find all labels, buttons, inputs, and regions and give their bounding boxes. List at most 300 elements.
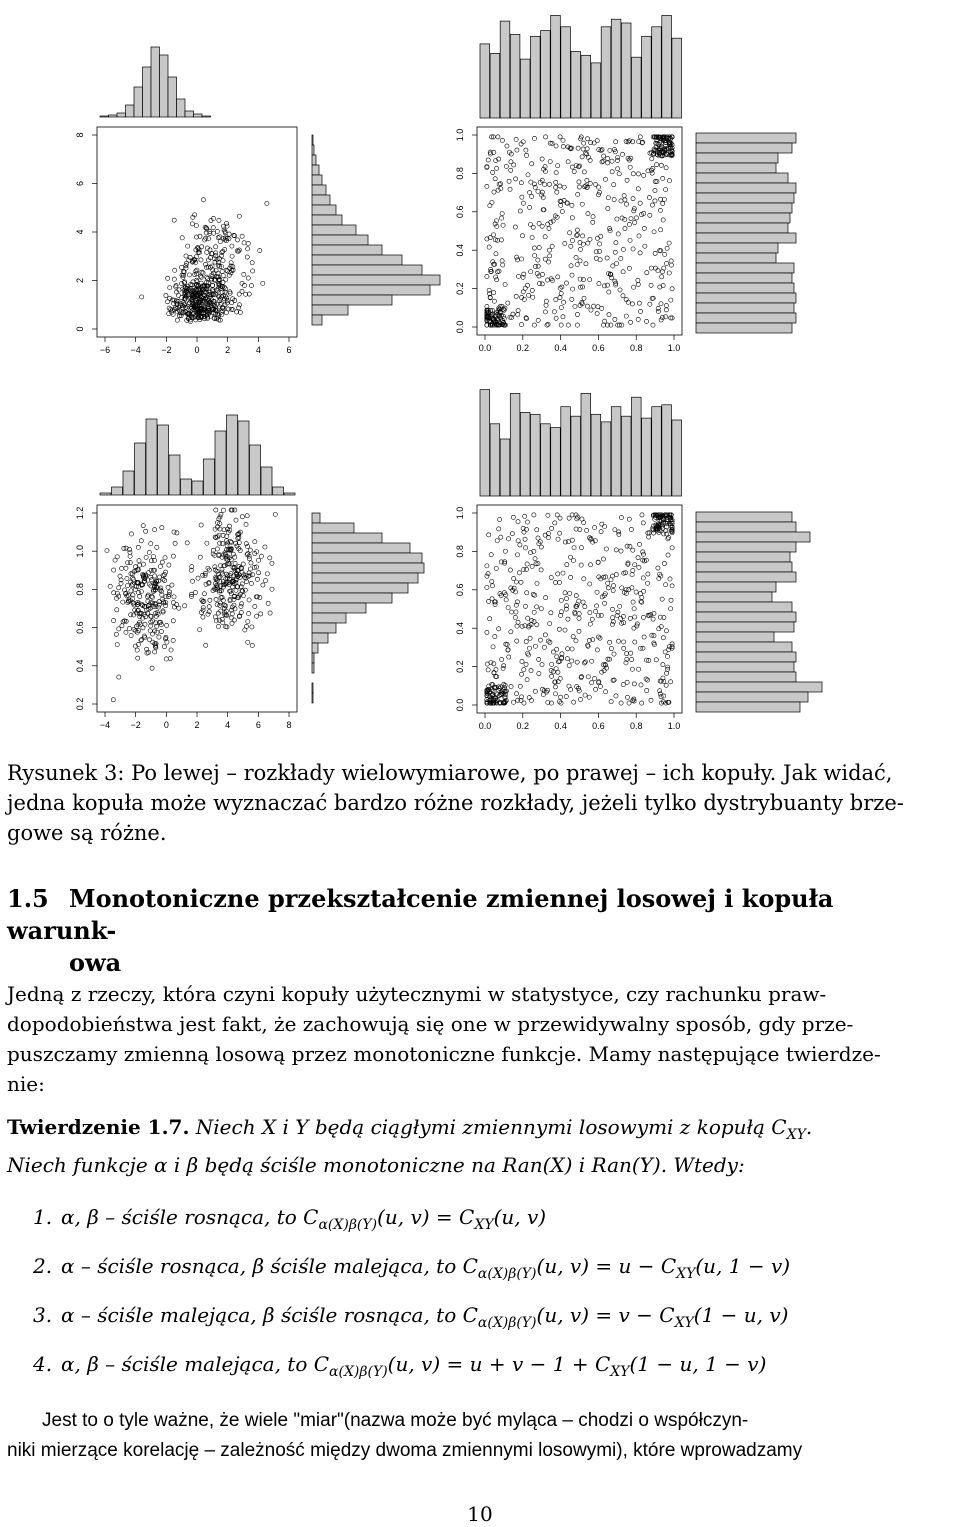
data-point bbox=[610, 170, 614, 174]
data-point bbox=[120, 624, 124, 628]
data-point bbox=[120, 566, 124, 570]
data-point bbox=[506, 301, 510, 305]
marginal-histogram-bar bbox=[312, 275, 440, 285]
data-point bbox=[205, 275, 209, 279]
data-point bbox=[639, 683, 643, 687]
marginal-histogram-bar bbox=[312, 165, 319, 175]
item-text: (u, v) = u − C bbox=[536, 1254, 677, 1278]
data-point bbox=[585, 152, 589, 156]
data-point bbox=[625, 680, 629, 684]
y-tick-label: 1.0 bbox=[455, 128, 465, 142]
data-point bbox=[486, 668, 490, 672]
data-point bbox=[214, 245, 218, 249]
data-point bbox=[559, 306, 563, 310]
data-point bbox=[537, 671, 541, 675]
data-point bbox=[667, 241, 671, 245]
marginal-histogram-bar bbox=[202, 116, 211, 117]
data-point bbox=[515, 639, 519, 643]
data-point bbox=[139, 539, 143, 543]
data-point bbox=[578, 247, 582, 251]
data-point bbox=[529, 698, 533, 702]
data-point bbox=[577, 689, 581, 693]
marginal-histogram-bar bbox=[642, 36, 652, 118]
data-point bbox=[629, 217, 633, 221]
data-point bbox=[147, 550, 151, 554]
data-point bbox=[171, 554, 175, 558]
data-point bbox=[530, 235, 534, 239]
data-point bbox=[530, 162, 534, 166]
data-point bbox=[621, 247, 625, 251]
data-point bbox=[605, 323, 609, 327]
data-point bbox=[583, 660, 587, 664]
data-point bbox=[546, 222, 550, 226]
data-point bbox=[221, 508, 225, 512]
data-point bbox=[516, 539, 520, 543]
data-point bbox=[651, 323, 655, 327]
data-point bbox=[638, 201, 642, 205]
data-point bbox=[112, 568, 116, 572]
marginal-histogram-bar bbox=[215, 431, 226, 495]
data-point bbox=[499, 535, 503, 539]
data-point bbox=[160, 526, 164, 530]
data-point bbox=[516, 313, 520, 317]
data-point bbox=[175, 603, 179, 607]
data-point bbox=[590, 681, 594, 685]
data-point bbox=[575, 660, 579, 664]
data-point bbox=[503, 282, 507, 286]
data-point bbox=[630, 667, 634, 671]
data-point bbox=[627, 266, 631, 270]
data-point bbox=[237, 303, 241, 307]
marginal-histogram-bar bbox=[696, 582, 776, 592]
data-point bbox=[167, 590, 171, 594]
data-point bbox=[563, 241, 567, 245]
data-point bbox=[175, 531, 179, 535]
marginal-histogram-bar bbox=[696, 193, 794, 203]
data-point bbox=[547, 248, 551, 252]
data-point bbox=[669, 259, 673, 263]
data-point bbox=[490, 200, 494, 204]
data-point bbox=[649, 698, 653, 702]
data-point bbox=[620, 152, 624, 156]
data-point bbox=[637, 565, 641, 569]
data-point bbox=[629, 651, 633, 655]
data-point bbox=[659, 228, 663, 232]
data-point bbox=[574, 639, 578, 643]
y-tick-label: 0.6 bbox=[455, 583, 465, 597]
marginal-histogram-bar bbox=[312, 523, 354, 533]
x-tick-label: 0.6 bbox=[592, 343, 605, 353]
data-point bbox=[595, 312, 599, 316]
data-point bbox=[137, 559, 141, 563]
marginal-histogram-bar bbox=[312, 553, 422, 563]
plot-frame bbox=[97, 127, 297, 337]
data-point bbox=[613, 528, 617, 532]
marginal-histogram-bar bbox=[312, 513, 320, 523]
item-text: α – ściśle malejąca, β ściśle rosnąca, to C bbox=[61, 1303, 478, 1327]
data-point bbox=[199, 523, 203, 527]
data-point bbox=[147, 638, 151, 642]
data-point bbox=[564, 281, 568, 285]
data-point bbox=[601, 323, 605, 327]
data-point bbox=[543, 310, 547, 314]
data-point bbox=[540, 663, 544, 667]
marginal-histogram-bar bbox=[312, 593, 392, 603]
data-point bbox=[528, 223, 532, 227]
marginal-histogram-bar bbox=[312, 225, 356, 235]
data-point bbox=[527, 191, 531, 195]
data-point bbox=[497, 627, 501, 631]
data-point bbox=[664, 583, 668, 587]
data-point bbox=[514, 137, 518, 141]
data-point bbox=[250, 261, 254, 265]
data-point bbox=[612, 652, 616, 656]
data-point bbox=[615, 158, 619, 162]
data-point bbox=[590, 617, 594, 621]
x-tick-label: 6 bbox=[286, 345, 292, 355]
data-point bbox=[662, 561, 666, 565]
data-point bbox=[251, 269, 255, 273]
data-point bbox=[185, 541, 189, 545]
x-tick-label: 0.6 bbox=[592, 721, 605, 731]
data-point bbox=[519, 322, 523, 326]
data-point bbox=[524, 567, 528, 571]
theorem-head: Twierdzenie 1.7. bbox=[7, 1115, 190, 1139]
data-point bbox=[519, 672, 523, 676]
marginal-histogram-bar bbox=[696, 283, 794, 293]
data-point bbox=[153, 650, 157, 654]
data-point bbox=[490, 584, 494, 588]
marginal-histogram-bar bbox=[696, 602, 792, 612]
data-point bbox=[631, 698, 635, 702]
data-point bbox=[211, 225, 215, 229]
data-point bbox=[650, 171, 654, 175]
marginal-histogram-bar bbox=[273, 487, 284, 495]
data-point bbox=[547, 260, 551, 264]
data-point bbox=[507, 655, 511, 659]
data-point bbox=[121, 620, 125, 624]
data-point bbox=[528, 636, 532, 640]
data-point bbox=[621, 270, 625, 274]
data-point bbox=[623, 198, 627, 202]
data-point bbox=[263, 579, 267, 583]
data-point bbox=[544, 596, 548, 600]
data-point bbox=[596, 193, 600, 197]
data-point bbox=[487, 599, 491, 603]
data-point bbox=[515, 624, 519, 628]
data-point bbox=[215, 603, 219, 607]
data-point bbox=[581, 600, 585, 604]
data-point bbox=[616, 639, 620, 643]
data-point bbox=[201, 198, 205, 202]
data-point bbox=[171, 638, 175, 642]
data-point bbox=[492, 262, 496, 266]
data-point bbox=[647, 195, 651, 199]
data-point bbox=[124, 630, 128, 634]
y-tick-label: 0.6 bbox=[75, 621, 85, 634]
paragraph-line: Jest to o tyle ważne, że wiele "miar"(nazwa może być myląca – chodzi o współczyn- bbox=[42, 1410, 749, 1431]
data-point bbox=[622, 646, 626, 650]
data-point bbox=[498, 517, 502, 521]
data-point bbox=[553, 580, 557, 584]
data-point bbox=[549, 611, 553, 615]
data-point bbox=[187, 273, 191, 277]
data-point bbox=[217, 218, 221, 222]
paragraph-line: niki mierzące korelację – zależność między dwoma zmiennymi losowymi), które wprowadzamy bbox=[7, 1440, 803, 1461]
x-tick-label: 6 bbox=[255, 720, 261, 730]
marginal-histogram-bar bbox=[561, 407, 571, 496]
data-point bbox=[215, 229, 219, 233]
data-point bbox=[529, 180, 533, 184]
marginal-histogram-bar bbox=[490, 53, 500, 118]
marginal-histogram-bar bbox=[696, 253, 776, 263]
data-point bbox=[641, 521, 645, 525]
data-point bbox=[667, 271, 671, 275]
data-point bbox=[554, 316, 558, 320]
data-point bbox=[558, 531, 562, 535]
data-point bbox=[246, 247, 250, 251]
data-point bbox=[652, 230, 656, 234]
marginal-histogram-bar bbox=[581, 55, 591, 118]
data-point bbox=[588, 622, 592, 626]
data-point bbox=[576, 165, 580, 169]
data-point bbox=[261, 583, 265, 587]
data-point bbox=[565, 657, 569, 661]
x-tick-label: 0 bbox=[194, 345, 200, 355]
data-point bbox=[628, 165, 632, 169]
marginal-histogram-bar bbox=[312, 205, 336, 215]
data-point bbox=[554, 667, 558, 671]
data-point bbox=[194, 223, 198, 227]
data-point bbox=[584, 262, 588, 266]
data-point bbox=[570, 659, 574, 663]
data-point bbox=[497, 269, 501, 273]
data-point bbox=[486, 158, 490, 162]
data-point bbox=[214, 508, 218, 512]
data-point bbox=[622, 194, 626, 198]
data-point bbox=[169, 648, 173, 652]
data-point bbox=[149, 542, 153, 546]
data-point bbox=[201, 606, 205, 610]
data-point bbox=[535, 528, 539, 532]
marginal-histogram-bar bbox=[581, 393, 591, 496]
data-point bbox=[624, 314, 628, 318]
data-point bbox=[566, 617, 570, 621]
data-point bbox=[214, 619, 218, 623]
data-point bbox=[616, 232, 620, 236]
paragraph bbox=[7, 979, 953, 1099]
data-point bbox=[527, 293, 531, 297]
data-point bbox=[604, 666, 608, 670]
data-point bbox=[503, 549, 507, 553]
data-point bbox=[129, 633, 133, 637]
y-tick-label: 2 bbox=[75, 277, 85, 284]
data-point bbox=[237, 305, 241, 309]
data-point bbox=[150, 632, 154, 636]
data-point bbox=[517, 571, 521, 575]
data-point bbox=[631, 600, 635, 604]
data-point bbox=[241, 562, 245, 566]
data-point bbox=[537, 245, 541, 249]
data-point bbox=[523, 546, 527, 550]
data-point bbox=[614, 241, 618, 245]
data-point bbox=[670, 584, 674, 588]
list-item bbox=[33, 1200, 933, 1249]
data-point bbox=[507, 179, 511, 183]
data-point bbox=[581, 147, 585, 151]
x-tick-label: −4 bbox=[130, 345, 141, 355]
data-point bbox=[492, 190, 496, 194]
data-point bbox=[168, 656, 172, 660]
marginal-histogram-bar bbox=[261, 467, 272, 495]
data-point bbox=[227, 232, 231, 236]
data-point bbox=[622, 640, 626, 644]
marginal-histogram-bar bbox=[312, 633, 328, 643]
data-point bbox=[550, 526, 554, 530]
item-subscript: XY bbox=[610, 1364, 630, 1380]
data-point bbox=[537, 657, 541, 661]
data-point bbox=[250, 625, 254, 629]
data-point bbox=[660, 597, 664, 601]
data-point bbox=[520, 659, 524, 663]
data-point bbox=[516, 308, 520, 312]
caption-line: gowe są różne. bbox=[7, 821, 167, 845]
y-tick-label: 0.6 bbox=[455, 205, 465, 219]
data-point bbox=[165, 300, 169, 304]
x-tick-label: −2 bbox=[161, 345, 172, 355]
data-point bbox=[540, 190, 544, 194]
data-point bbox=[224, 278, 228, 282]
marginal-histogram-bar bbox=[312, 533, 382, 543]
data-point bbox=[614, 573, 618, 577]
data-point bbox=[553, 685, 557, 689]
marginal-histogram-bar bbox=[250, 445, 261, 495]
data-point bbox=[204, 643, 208, 647]
marginal-histogram-bar bbox=[312, 265, 422, 275]
data-point bbox=[669, 298, 673, 302]
data-point bbox=[642, 589, 646, 593]
data-point bbox=[246, 276, 250, 280]
data-point bbox=[210, 283, 214, 287]
data-point bbox=[577, 599, 581, 603]
data-point bbox=[567, 663, 571, 667]
data-point bbox=[601, 557, 605, 561]
data-point bbox=[610, 607, 614, 611]
data-point bbox=[512, 576, 516, 580]
data-point bbox=[491, 233, 495, 237]
data-point bbox=[273, 512, 277, 516]
data-point bbox=[595, 648, 599, 652]
item-number: 1. bbox=[33, 1205, 53, 1229]
data-point bbox=[168, 286, 172, 290]
data-point bbox=[554, 180, 558, 184]
data-point bbox=[559, 598, 563, 602]
data-point bbox=[641, 550, 645, 554]
data-point bbox=[600, 306, 604, 310]
data-point bbox=[585, 137, 589, 141]
data-point bbox=[164, 595, 168, 599]
marginal-histogram-bar bbox=[696, 572, 796, 582]
data-point bbox=[634, 216, 638, 220]
data-point bbox=[603, 319, 607, 323]
data-point bbox=[561, 571, 565, 575]
marginal-histogram-bar bbox=[312, 245, 382, 255]
data-point bbox=[656, 309, 660, 313]
data-point bbox=[543, 135, 547, 139]
data-point bbox=[664, 629, 668, 633]
section-title-line: Monotoniczne przekształcenie zmiennej losowej i kopuła warunk- bbox=[7, 884, 834, 945]
marginal-histogram-bar bbox=[117, 113, 126, 117]
marginal-histogram-bar bbox=[312, 175, 322, 185]
data-point bbox=[522, 701, 526, 705]
data-point bbox=[605, 256, 609, 260]
data-point bbox=[592, 676, 596, 680]
data-point bbox=[547, 182, 551, 186]
data-point bbox=[247, 611, 251, 615]
data-point bbox=[606, 161, 610, 165]
marginal-histogram-bar bbox=[621, 23, 631, 118]
data-point bbox=[664, 166, 668, 170]
marginal-histogram-bar bbox=[480, 44, 490, 118]
data-point bbox=[625, 695, 629, 699]
data-point bbox=[222, 603, 226, 607]
data-point bbox=[522, 530, 526, 534]
data-point bbox=[625, 652, 629, 656]
data-point bbox=[129, 589, 133, 593]
data-point bbox=[245, 255, 249, 259]
data-point bbox=[221, 274, 225, 278]
data-point bbox=[548, 621, 552, 625]
marginal-histogram-bar bbox=[696, 273, 792, 283]
data-point bbox=[570, 538, 574, 542]
data-point bbox=[190, 579, 194, 583]
data-point bbox=[633, 615, 637, 619]
data-point bbox=[641, 576, 645, 580]
item-text: α, β – ściśle malejąca, to C bbox=[61, 1352, 330, 1376]
data-point bbox=[509, 684, 513, 688]
data-point bbox=[157, 600, 161, 604]
y-tick-label: 0.0 bbox=[455, 698, 465, 712]
data-point bbox=[611, 264, 615, 268]
item-subscript: XY bbox=[676, 1266, 696, 1282]
data-point bbox=[256, 558, 260, 562]
data-point bbox=[216, 624, 220, 628]
data-point bbox=[586, 675, 590, 679]
data-point bbox=[636, 172, 640, 176]
data-point bbox=[588, 181, 592, 185]
data-point bbox=[560, 209, 564, 213]
data-point bbox=[493, 634, 497, 638]
data-point bbox=[525, 562, 529, 566]
x-tick-label: 4 bbox=[255, 345, 261, 355]
data-point bbox=[514, 177, 518, 181]
data-point bbox=[643, 244, 647, 248]
data-point bbox=[159, 629, 163, 633]
plot-frame bbox=[477, 505, 682, 713]
data-point bbox=[532, 513, 536, 517]
data-point bbox=[495, 539, 499, 543]
data-point bbox=[585, 178, 589, 182]
data-point bbox=[525, 591, 529, 595]
marginal-histogram-bar bbox=[312, 603, 366, 613]
data-point bbox=[614, 140, 618, 144]
data-point bbox=[539, 568, 543, 572]
data-point bbox=[577, 185, 581, 189]
marginal-histogram-bar bbox=[591, 63, 601, 118]
data-point bbox=[504, 598, 508, 602]
data-point bbox=[561, 144, 565, 148]
data-point bbox=[640, 701, 644, 705]
